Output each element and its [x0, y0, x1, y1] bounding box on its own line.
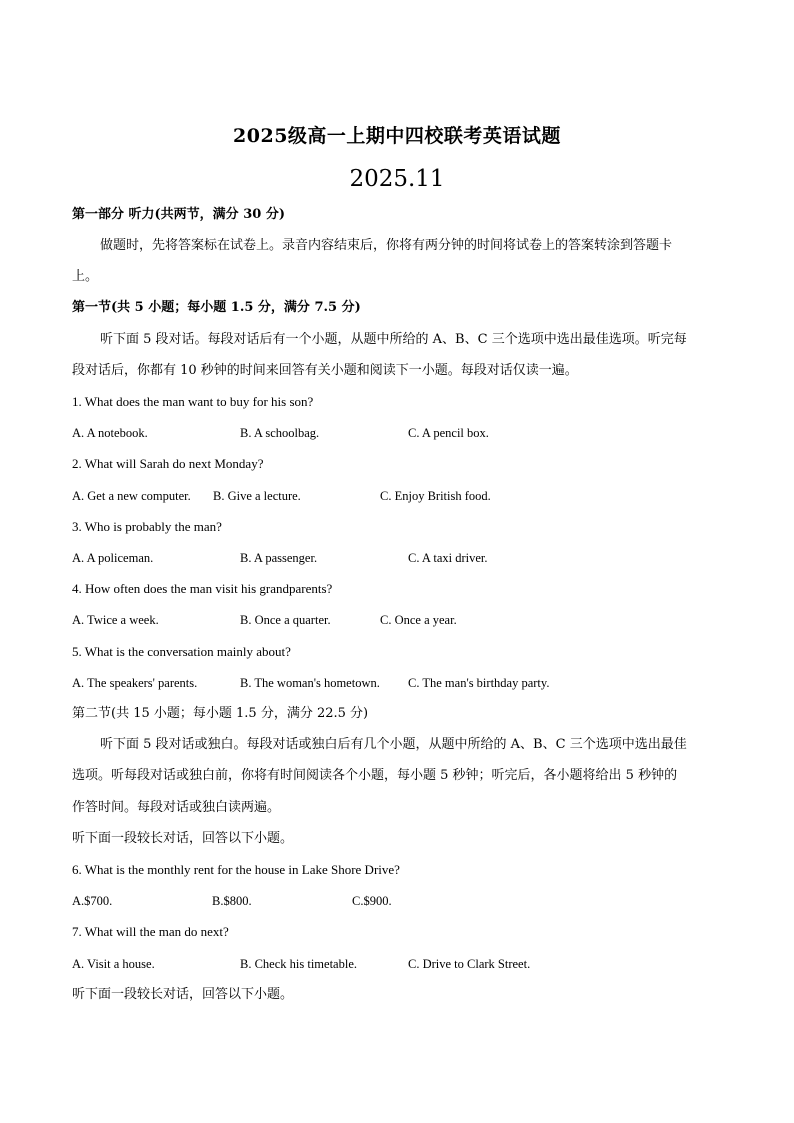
question-4-stem: 4. How often does the man visit his grandparents? [72, 581, 333, 596]
question-4-option-a: A. Twice a week. [72, 613, 159, 627]
section1-heading: 第一节(共 5 小题；每小题 1.5 分，满分 7.5 分) [72, 300, 361, 315]
question-6-option-a: A.$700. [72, 894, 113, 908]
section2-heading: 第二节(共 15 小题；每小题 1.5 分，满分 22.5 分) [72, 706, 369, 721]
question-6-option-b: B.$800. [212, 894, 252, 908]
part1-instruction-line2: 上。 [72, 269, 99, 284]
part1-heading: 第一部分 听力(共两节，满分 30 分) [72, 207, 285, 222]
question-1-option-a: A. A notebook. [72, 426, 148, 440]
exam-title: 2025级高一上期中四校联考英语试题 [233, 125, 561, 147]
section1-instruction-line1: 听下面 5 段对话。每段对话后有一个小题，从题中所给的 A、B、C 三个选项中选出最佳选项。听完每 [100, 332, 687, 347]
question-2-stem: 2. What will Sarah do next Monday? [72, 456, 264, 471]
question-7-option-c: C. Drive to Clark Street. [408, 957, 531, 971]
question-6-stem: 6. What is the monthly rent for the house in Lake Shore Drive? [72, 862, 400, 877]
question-3-option-a: A. A policeman. [72, 551, 154, 565]
question-4-option-c: C. Once a year. [380, 613, 457, 627]
question-5-option-c: C. The man's birthday party. [408, 676, 550, 690]
question-3-stem: 3. Who is probably the man? [72, 519, 222, 534]
section2-instruction-line3: 作答时间。每段对话或独白读两遍。 [72, 800, 281, 815]
question-5-stem: 5. What is the conversation mainly about? [72, 644, 291, 659]
question-7-stem: 7. What will the man do next? [72, 924, 229, 939]
question-7-option-a: A. Visit a house. [72, 957, 155, 971]
exam-date: 2025.11 [349, 166, 445, 192]
question-5-option-b: B. The woman's hometown. [240, 676, 380, 690]
question-2-option-a: A. Get a new computer. [72, 489, 191, 503]
question-1-option-b: B. A schoolbag. [240, 426, 320, 440]
listen-prompt-2: 听下面一段较长对话，回答以下小题。 [72, 987, 294, 1002]
section1-instruction-line2: 段对话后，你都有 10 秒钟的时间来回答有关小题和阅读下一小题。每段对话仅读一遍。 [72, 363, 578, 378]
question-2-option-b: B. Give a lecture. [213, 489, 301, 503]
question-1-stem: 1. What does the man want to buy for his son? [72, 394, 314, 409]
section2-instruction-line2: 选项。听每段对话或独白前，你将有时间阅读各个小题，每小题 5 秒钟；听完后，各小题将给出 5 秒钟的 [72, 768, 678, 783]
listen-prompt-1: 听下面一段较长对话，回答以下小题。 [72, 831, 294, 846]
question-4-option-b: B. Once a quarter. [240, 613, 331, 627]
question-3-option-c: C. A taxi driver. [408, 551, 488, 565]
part1-instruction-line1: 做题时，先将答案标在试卷上。录音内容结束后，你将有两分钟的时间将试卷上的答案转涂到答题卡 [100, 238, 673, 253]
question-3-option-b: B. A passenger. [240, 551, 318, 565]
section2-instruction-line1: 听下面 5 段对话或独白。每段对话或独白后有几个小题，从题中所给的 A、B、C 三个选项中选出最佳 [100, 737, 687, 752]
question-7-option-b: B. Check his timetable. [240, 957, 357, 971]
question-5-option-a: A. The speakers' parents. [72, 676, 198, 690]
question-2-option-c: C. Enjoy British food. [380, 489, 491, 503]
question-6-option-c: C.$900. [352, 894, 392, 908]
question-1-option-c: C. A pencil box. [408, 426, 489, 440]
